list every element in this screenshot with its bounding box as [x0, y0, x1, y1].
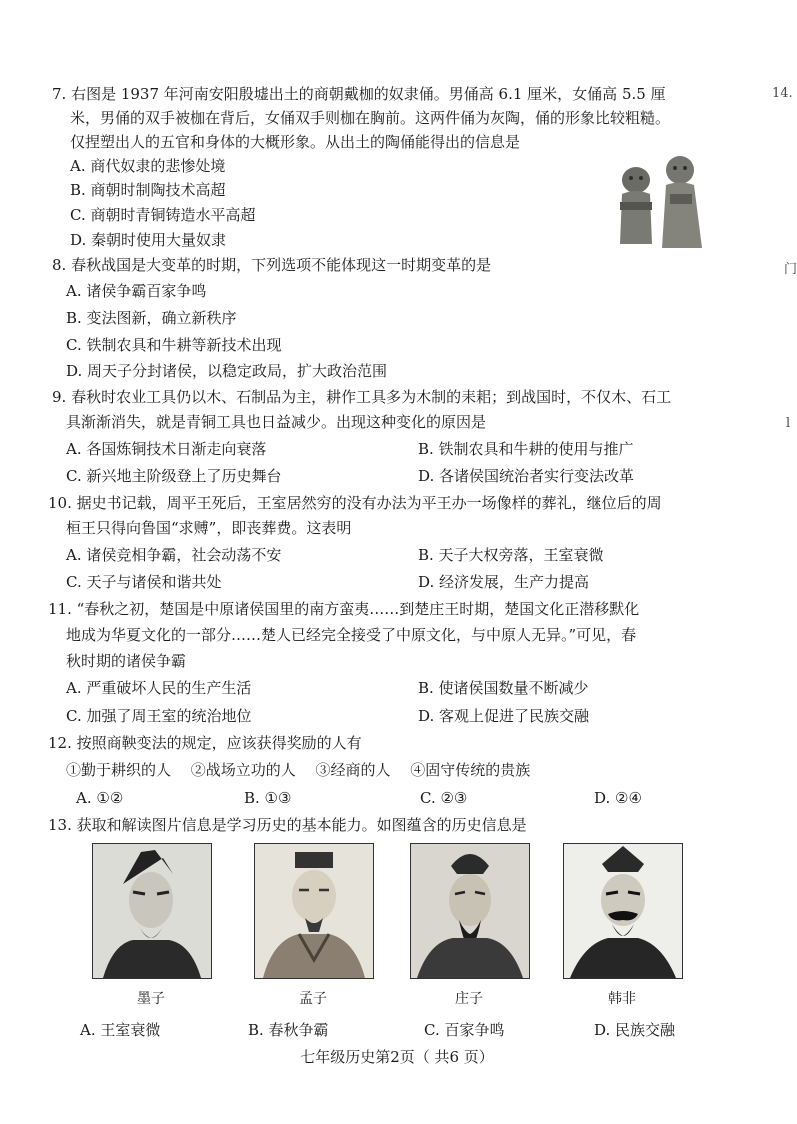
q13-option-c[interactable]: C. 百家争鸣	[424, 1021, 505, 1039]
q11-stem-line3: 秋时期的诸侯争霸	[66, 652, 187, 670]
caption-mozi: 墨子	[137, 991, 165, 1007]
slave-figurines-image	[612, 152, 710, 252]
q12-items: ①勤于耕织的人 ②战场立功的人 ③经商的人 ④固守传统的贵族	[66, 761, 531, 779]
q13-stem: 13. 获取和解读图片信息是学习历史的基本能力。如图蕴含的历史信息是	[48, 816, 527, 834]
q10-option-c[interactable]: C. 天子与诸侯和谐共处	[66, 573, 222, 591]
q8-option-b[interactable]: B. 变法图新，确立新秩序	[66, 309, 237, 327]
q10-option-a[interactable]: A. 诸侯竞相争霸，社会动荡不安	[66, 546, 282, 564]
next-column-fragment: 14.	[772, 86, 793, 101]
q11-stem-line1: 11. “春秋之初，楚国是中原诸侯国里的南方蛮夷……到楚庄王时期，楚国文化正潜移默化	[48, 600, 640, 618]
q10-stem-line2: 桓王只得向鲁国“求赙”，即丧葬费。这表明	[66, 519, 352, 537]
q9-option-a[interactable]: A. 各国炼铜技术日渐走向衰落	[66, 440, 267, 458]
q8-stem: 8. 春秋战国是大变革的时期，下列选项不能体现这一时期变革的是	[52, 256, 492, 274]
q7-stem-line2: 米，男俑的双手被枷在背后，女俑双手则枷在胸前。这两件俑为灰陶，俑的形象比较粗糙。	[70, 109, 671, 127]
q11-stem-line2: 地成为华夏文化的一部分……楚人已经完全接受了中原文化，与中原人无异。”可见，春	[66, 626, 637, 644]
q10-option-d[interactable]: D. 经济发展，生产力提高	[418, 573, 590, 591]
q8-option-d[interactable]: D. 周天子分封诸侯，以稳定政局，扩大政治范围	[66, 362, 388, 380]
caption-hanfei: 韩非	[608, 991, 636, 1007]
caption-mengzi: 孟子	[299, 991, 327, 1007]
caption-zhuangzi: 庄子	[455, 991, 483, 1007]
q8-option-a[interactable]: A. 诸侯争霸百家争鸣	[66, 282, 207, 300]
portrait-mozi-image	[92, 843, 212, 979]
q12-option-a[interactable]: A. ①②	[76, 789, 124, 807]
q12-option-d[interactable]: D. ②④	[594, 789, 642, 807]
portrait-zhuangzi-image	[410, 843, 530, 979]
q7-option-a[interactable]: A. 商代奴隶的悲惨处境	[70, 157, 226, 175]
q7-stem-line1: 7. 右图是 1937 年河南安阳殷墟出土的商朝戴枷的奴隶俑。男俑高 6.1 厘米，女俑高 5.5 厘	[52, 85, 666, 103]
q7-option-c[interactable]: C. 商朝时青铜铸造水平高超	[70, 206, 256, 224]
edge-mark: l	[786, 416, 791, 431]
q9-option-d[interactable]: D. 各诸侯国统治者实行变法改革	[418, 467, 635, 485]
q7-option-b[interactable]: B. 商朝时制陶技术高超	[70, 181, 226, 199]
q11-option-b[interactable]: B. 使诸侯国数量不断减少	[418, 679, 589, 697]
q10-stem-line1: 10. 据史书记载，周平王死后，王室居然穷的没有办法为平王办一场像样的葬礼，继位后的周	[48, 494, 662, 512]
q11-option-c[interactable]: C. 加强了周王室的统治地位	[66, 707, 252, 725]
female-figurine	[662, 156, 702, 248]
portrait-mengzi-image	[254, 843, 374, 979]
page-footer: 七年级历史第2页（ 共6 页）	[300, 1048, 494, 1066]
q13-option-d[interactable]: D. 民族交融	[594, 1021, 676, 1039]
q13-option-b[interactable]: B. 春秋争霸	[248, 1021, 329, 1039]
q12-option-c[interactable]: C. ②③	[420, 789, 468, 807]
q10-option-b[interactable]: B. 天子大权旁落，王室衰微	[418, 546, 604, 564]
edge-mark: 门	[784, 262, 797, 277]
q7-stem-line3: 仅捏塑出人的五官和身体的大概形象。从出土的陶俑能得出的信息是	[70, 133, 521, 151]
q8-option-c[interactable]: C. 铁制农具和牛耕等新技术出现	[66, 336, 282, 354]
portrait-hanfei-image	[563, 843, 683, 979]
q9-stem-line2: 具渐渐消失，就是青铜工具也日益减少。出现这种变化的原因是	[66, 413, 487, 431]
q11-option-d[interactable]: D. 客观上促进了民族交融	[418, 707, 590, 725]
q9-stem-line1: 9. 春秋时农业工具仍以木、石制品为主，耕作工具多为木制的耒耜；到战国时，不仅木、石工	[52, 388, 672, 406]
q12-option-b[interactable]: B. ①③	[244, 789, 292, 807]
male-figurine	[620, 167, 652, 244]
q12-stem: 12. 按照商鞅变法的规定，应该获得奖励的人有	[48, 734, 362, 752]
q9-option-c[interactable]: C. 新兴地主阶级登上了历史舞台	[66, 467, 282, 485]
q13-option-a[interactable]: A. 王室衰微	[80, 1021, 161, 1039]
q7-option-d[interactable]: D. 秦朝时使用大量奴隶	[70, 231, 227, 249]
q9-option-b[interactable]: B. 铁制农具和牛耕的使用与推广	[418, 440, 634, 458]
q11-option-a[interactable]: A. 严重破坏人民的生产生活	[66, 679, 252, 697]
